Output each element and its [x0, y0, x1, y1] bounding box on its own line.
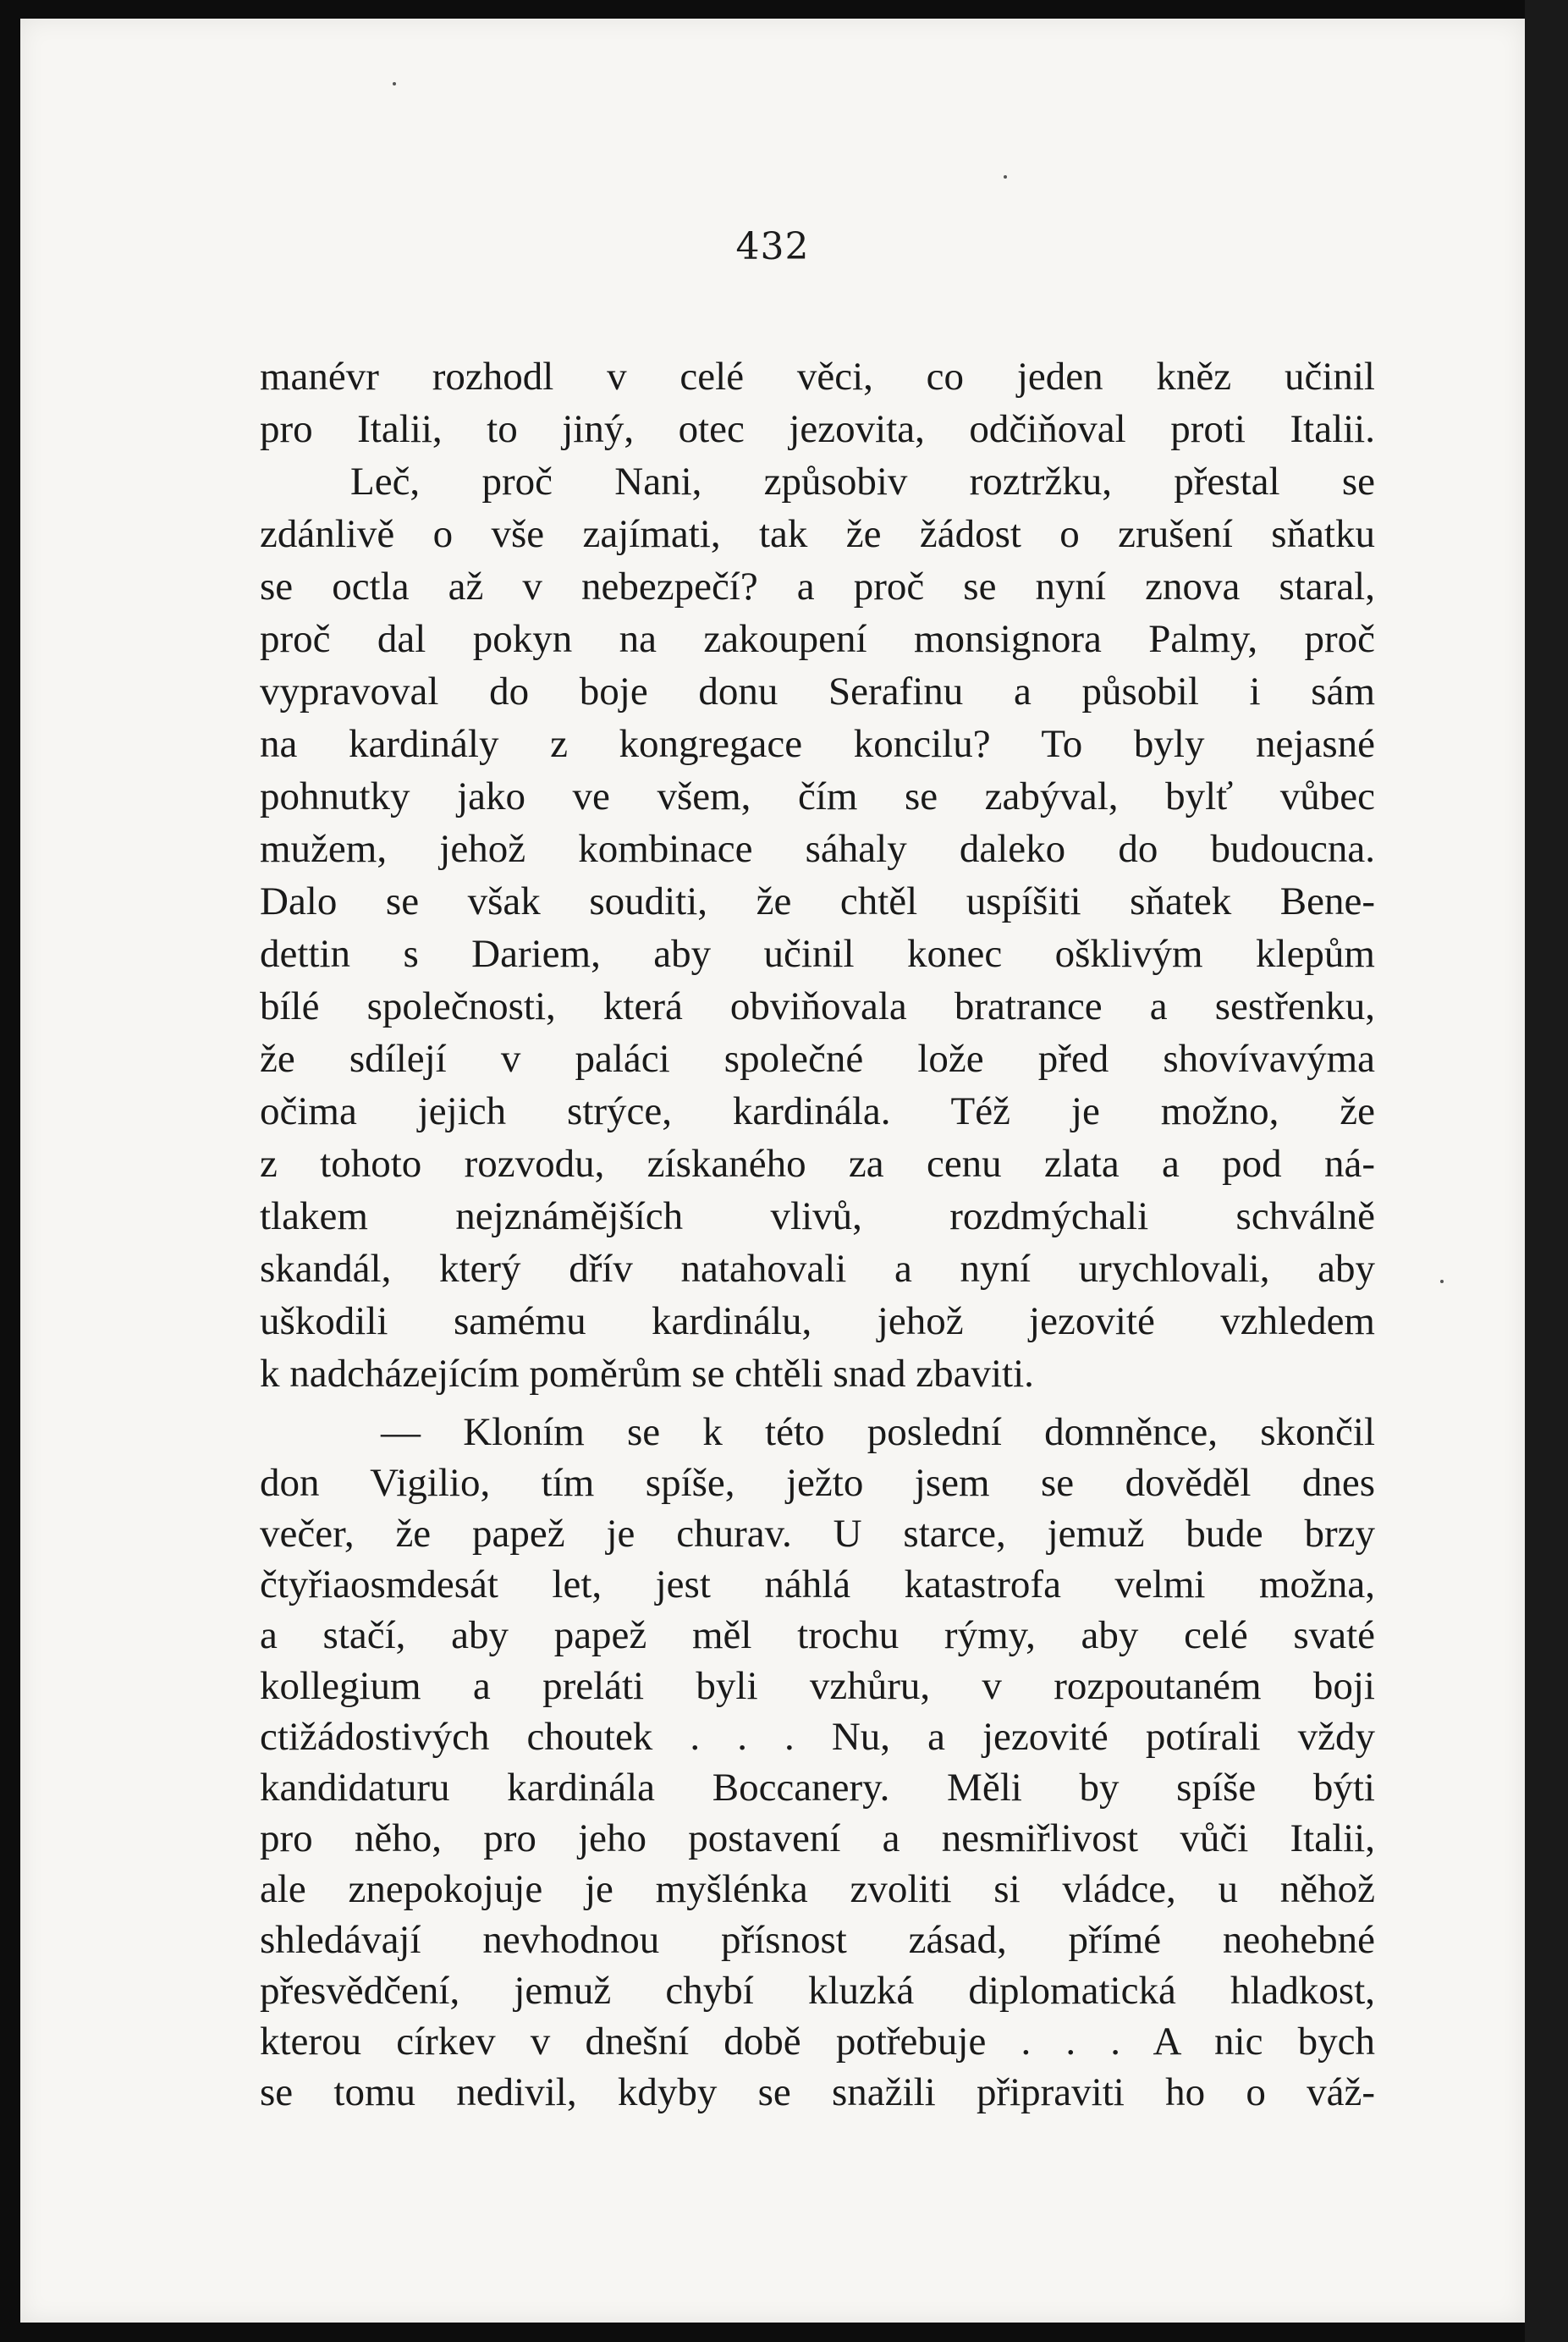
text-line: manévr rozhodl v celé věci, co jeden kněz učinil [260, 355, 1375, 399]
paragraph-2 [260, 1407, 1375, 2118]
text-line: dettin s Dariem, aby učinil konec ošklivým klepům [260, 932, 1375, 976]
text-line: bílé společnosti, která obviňovala bratrance a sestřenku, [260, 984, 1375, 1028]
text-line: proč dal pokyn na zakoupení monsignora Palmy, proč [260, 617, 1375, 661]
paper-speck [393, 82, 396, 85]
text-line: že sdílejí v paláci společné lože před shovívavýma [260, 1037, 1375, 1081]
text-line: a stačí, aby papež měl trochu rýmy, aby celé svaté [260, 1613, 1375, 1657]
text-line: pohnutky jako ve všem, čím se zabýval, bylť vůbec [260, 774, 1375, 818]
text-line: čtyřiaosmdesát let, jest náhlá katastrofa velmi možna, [260, 1562, 1375, 1606]
scan-edge-shadow [1525, 0, 1568, 2342]
text-line: kterou církev v dnešní době potřebuje . . . A nic bych [260, 2020, 1375, 2064]
text-line: pro něho, pro jeho postavení a nesmiřlivost vůči Italii, [260, 1816, 1375, 1860]
text-line: kollegium a preláti byli vzhůru, v rozpoutaném boji [260, 1664, 1375, 1708]
text-line: vypravoval do boje donu Serafinu a působil i sám [260, 670, 1375, 714]
text-line: se tomu nedivil, kdyby se snažili připraviti ho o váž- [260, 2070, 1375, 2114]
text-line: na kardinály z kongregace koncilu? To byly nejasné [260, 722, 1375, 766]
text-line: kandidaturu kardinála Boccanery. Měli by spíše býti [260, 1766, 1375, 1810]
text-line: přesvědčení, jemuž chybí kluzká diplomatická hladkost, [260, 1969, 1375, 2013]
text-line: mužem, jehož kombinace sáhaly daleko do budoucna. [260, 827, 1375, 871]
text-line: — Klоním se k této poslední domněnce, skončil [381, 1410, 1375, 1454]
text-line: Leč, proč Nani, způsobiv roztržku, přestal se [350, 460, 1375, 504]
text-line: pro Italii, to jiný, otec jezovita, odčiňoval proti Italii. [260, 407, 1375, 451]
text-line: zdánlivě o vše zajímati, tak že žádost o zrušení sňatku [260, 512, 1375, 556]
text-line: z tohoto rozvodu, získaného za cenu zlata a pod ná- [260, 1142, 1375, 1186]
paper-speck [1440, 1280, 1444, 1283]
text-line: se octla až v nebezpečí? a proč se nyní znova staral, [260, 565, 1375, 609]
text-line: uškodili samému kardinálu, jehož jezovité vzhledem [260, 1299, 1375, 1343]
page-number: 432 [735, 225, 810, 268]
text-line: ctižádostivých choutek . . . Nu, a jezovité potírali vždy [260, 1715, 1375, 1759]
text-line: ale znepokojuje je myšlénka zvoliti si vládce, u něhož [260, 1867, 1375, 1911]
text-line: k nadcházejícím poměrům se chtěli snad zbaviti. [260, 1352, 1034, 1396]
paper-speck [1004, 175, 1007, 179]
text-line: Dalo se však souditi, že chtěl uspíšiti sňatek Bene- [260, 879, 1375, 923]
text-line: skandál, který dřív natahovali a nyní urychlovali, aby [260, 1247, 1375, 1291]
book-page [20, 19, 1525, 2323]
text-line: shledávají nevhodnou přísnost zásad, přímé neohebné [260, 1918, 1375, 1962]
paragraph-1 [260, 350, 1375, 1400]
text-line: don Vigilio, tím spíše, ježto jsem se dověděl dnes [260, 1461, 1375, 1505]
text-line: očima jejich strýce, kardinála. Též je možno, že [260, 1089, 1375, 1133]
text-line: večer, že papež je churav. U starce, jemuž bude brzy [260, 1512, 1375, 1556]
text-line: tlakem nejznámějších vlivů, rozdmýchali schválně [260, 1194, 1375, 1238]
